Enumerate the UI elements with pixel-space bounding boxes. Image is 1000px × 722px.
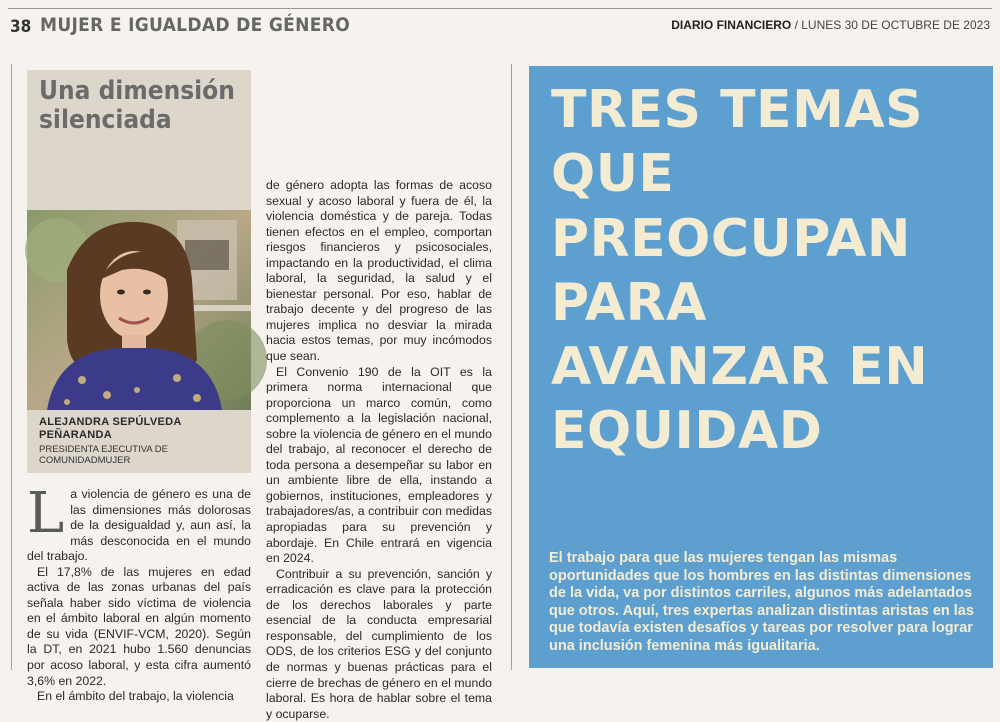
column-rule-left (11, 64, 12, 670)
masthead (671, 18, 990, 32)
author-role-line-1: PRESIDENTA EJECUTIVA DE (39, 444, 168, 455)
headline-line: QUE (551, 144, 675, 205)
dropcap: L (27, 481, 65, 546)
feature-headline (551, 78, 981, 464)
author-role-line-2: COMUNIDADMUJER (39, 455, 131, 466)
headline-line: TRES TEMAS (551, 80, 924, 140)
article-paragraph-1 (27, 481, 251, 565)
header-rule (8, 8, 992, 9)
publication-date: / LUNES 30 DE OCTUBRE DE 2023 (794, 18, 990, 32)
author-box (27, 70, 251, 473)
article-paragraph-4: El Convenio 190 de la OIT es la primera norma internacional que proporciona un marco común, como complemento a la legislación nacional, sobre la violencia de género en el mundo del trabajo, al reconocer el derecho de toda persona a desempeñar su labor en un ambiente libre de ella, instando a gobiernos, instituciones, empleadores y trabajadores/as, a contribuir con medidas apropiadas para su prevención y abordaje. En Chile entrará en vigencia en 2024. (266, 364, 492, 566)
kicker-line-1: Una dimensión (39, 76, 235, 106)
headline-line: PREOCUPAN (551, 208, 911, 269)
article-paragraph-3-continued: de género adopta las formas de acoso sexual y acoso laboral y fuera de él, la violencia doméstica y de pareja. Todas tienen efectos en el empleo, comportan riesgos financieros y psicosociales, impactando en la productividad, el clima laboral, la seguridad, la salud y el bienestar personal. Por eso, hablar de trabajo decente y del progreso de las mujeres implica no desviar la mirada hacia estos temas, por muy incómodos que sean. (266, 178, 492, 364)
publication-name: DIARIO FINANCIERO (671, 18, 792, 32)
headline-line: AVANZAR EN (551, 337, 929, 398)
author-name-line-2: PEÑARANDA (39, 429, 112, 441)
article-paragraph-5: Contribuir a su prevención, sanción y erradicación es clave para la protección de los derechos laborales y parte esencial de la conducta empresarial responsable, del cumplimiento de los ODS, de los criterios ESG y del conjunto de normas y buenas prácticas para el cierre de brechas de género en el mundo laboral. Es hora de hablar sobre el tema y ocuparse. (266, 566, 492, 721)
article-column-middle (266, 178, 492, 722)
headline-line: EQUIDAD (551, 401, 823, 462)
author-role (39, 444, 168, 466)
article-paragraph-3: En el ámbito del trabajo, la violencia (37, 689, 234, 704)
author-name-line-1: ALEJANDRA SEPÚLVEDA (39, 416, 182, 428)
article-kicker (39, 77, 235, 135)
article-paragraph-2: El 17,8% de las mujeres en edad activa de las zonas urbanas del país señala haber sido víctima de violencia en el ámbito laboral en algún momento de su vida (ENVIF-VCM, 2020). Según la DT, en 2021 hubo 1.560 denuncias por acoso laboral, y esta cifra aumentó 3,6% en 2022. (27, 564, 251, 688)
section-title: MUJER E IGUALDAD DE GÉNERO (40, 14, 351, 36)
feature-deck: El trabajo para que las mujeres tengan las mismas oportunidades que los hombres en las distintas dimensiones de la vida, va por distintos carriles, algunos más adelantados que otros. Aquí, tres expertas analizan distintas aristas en las que todavía existen desafíos y tareas por resolver para lograr una inclusión femenina más igualitaria. (549, 550, 974, 654)
kicker-line-2: silenciada (39, 105, 172, 135)
author-portrait-image (27, 210, 251, 410)
page-number: 38 (10, 17, 32, 37)
feature-panel (529, 66, 993, 668)
paragraph-1-text: a violencia de género es una de las dimensiones más dolorosas de la desigualdad y, aun así, la más desconocida en el mundo del trabajo. (27, 487, 251, 564)
author-name (39, 416, 182, 442)
article-column-left (27, 481, 251, 705)
headline-line: PARA (551, 272, 707, 333)
column-rule-right (511, 64, 512, 670)
author-photo (27, 210, 251, 410)
